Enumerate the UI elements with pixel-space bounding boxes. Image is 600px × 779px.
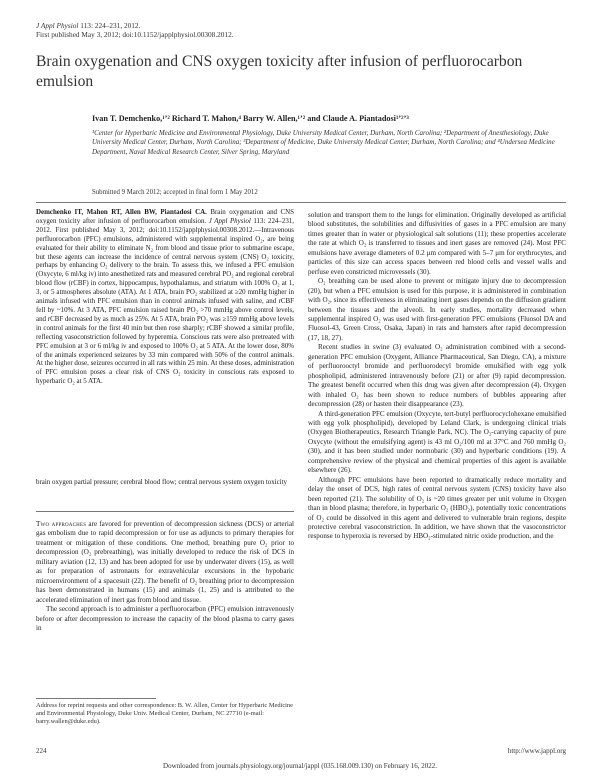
paragraph: solution and transport them to the lungs for elimination. Originally developed as artificial blood substitutes, the solubilities and diffusivities of gases in a PFC emulsion are many times greater than in water or physiological salt solutions (11); these properties accelerate the rate at which O₂ is transferred to tissues and inert gases are removed (24). Most PFC emulsions have average diameters of 0.2 μm compared with 5–7 μm for erythrocytes, and particles of this size can access spaces between red blood cells and vessel walls and perfuse even constricted microvessels (30). bbox=[308, 211, 566, 276]
footnote-divider bbox=[36, 698, 156, 699]
page-number: 224 bbox=[36, 747, 47, 755]
citation-journal: J Appl Physiol bbox=[208, 216, 251, 225]
body-column-right bbox=[308, 211, 566, 542]
volume-pages: 113: 224–231, 2012. bbox=[80, 21, 141, 30]
publication-info: First published May 3, 2012; doi:10.1152/japplphysiol.00308.2012. bbox=[36, 30, 234, 39]
journal-name: J Appl Physiol bbox=[36, 21, 79, 30]
journal-url[interactable]: http://www.jappl.org bbox=[507, 747, 566, 755]
abstract-divider bbox=[36, 511, 294, 512]
correspondence-footnote: Address for reprint requests and other correspondence: B. W. Allen, Center for Hyperbaric Medicine and Environmental Physiology, Duke Univ. Medical Center, Durham, NC 27710 (e-mail: barry.wallen@duke.edu). bbox=[36, 702, 293, 726]
paragraph bbox=[36, 605, 294, 633]
citation-authors: Demchenko IT, Mahon RT, Allen BW, Piantadosi CA. bbox=[36, 208, 207, 216]
article-title: Brain oxygenation and CNS oxygen toxicity after infusion of perfluorocarbon emulsion bbox=[36, 53, 523, 90]
paragraph: A third-generation PFC emulsion (Oxycyte, tert-butyl perfluorocyclohexane emulsified with egg yolk phospholipid), developed by Leland Clark, is undergoing clinical trials (Oxygen Biotherapeutics, Research Triangle Park, NC). The O₂-carrying capacity of pure Oxycyte (without the emulsifying agent) is 43 ml O₂/100 ml at 37°C and 760 mmHg O₂ (30), and it has been studied under normobaric (30) and hyperbaric conditions (19). A comprehensive review of the physical and chemical properties of this agent is available elsewhere (26). bbox=[308, 409, 566, 475]
citation-details: 113: 224–231, 2012. First published May 3, 2012; doi:10.1152/japplphysiol.00308.2012.— bbox=[36, 216, 295, 234]
download-notice: Downloaded from journals.physiology.org/journal/jappl (035.168.009.130) on February 16, 2022. bbox=[163, 762, 437, 770]
lead-in: Two approaches bbox=[36, 520, 87, 528]
paragraph: Although PFC emulsions have been reported to dramatically reduce mortality and delay the onset of DCS, high rates of central nervous system (CNS) toxicity have also been reported (21). The solubility of O₂ is ~20 times greater per unit volume in Oxygen than in blood plasma; therefore, in hyperbaric O₂ (HBO₂), potentially toxic concentrations of O₂ could be dissolved in this agent and delivered to vulnerable brain regions, despite protective cerebral vasoconstriction. In addition, we have shown that the vasoconstrictor response to hyperoxia is reversed by HBO₂-stimulated nitric oxide production, and the bbox=[308, 475, 566, 541]
paragraph bbox=[36, 520, 294, 605]
paragraph-text: are favored for prevention of decompression sickness (DCS) or arterial gas embolism due to rapid decompression or for use as adjuncts to primary therapies for treatment or mitigation of these conditions. One method, breathing pure O₂ prior to decompression (O₂ prebreathing), was initially developed to reduce the risk of DCS in military aviation (12, 13) and has been adopted for use by underwater divers (15), as well as for preparation of astronauts for extravehicular excursions in the hypobaric microenvironment of a spacesuit (22). The benefit of O₂ breathing prior to decompression has been demonstrated in humans (15) and animals (1, 25) and is attributed to the accelerated elimination of inert gas from blood and tissue. bbox=[36, 520, 294, 604]
paragraph: Recent studies in swine (3) evaluated O₂ administration combined with a second-generation PFC emulsion (Oxygent, Alliance Pharmaceutical, San Diego, CA), a mixture of perfluorooctyl bromide and perfluorodecyl bromide emulsified with egg yolk phospholipid, administered intravenously before (21) or after (9) rapid decompression. The greatest benefit occurred when this drug was given after decompression (4). Oxygen with inhaled O₂ has been shown to reduce numbers of bubbles appearing after decompression (28) or hasten their disappearance (23). bbox=[308, 343, 566, 409]
submission-dates: Submitted 9 March 2012; accepted in final form 1 May 2012 bbox=[92, 189, 258, 196]
paragraph-text: The second approach is to administer a perfluorocarbon (PFC) emulsion intravenously before or after decompression to increase the capacity of the blood plasma to carry gases in bbox=[36, 605, 294, 632]
abstract-text: Intravenous perfluorocarbon (PFC) emulsions, administered with supplemental inspired O₂, are being evaluated for their ability to eliminate N₂ from blood and tissue prior to submarine escape, but these agents can increase the incidence of central nervous system (CNS) O₂ toxicity, perhaps by enhancing O₂ delivery to the brain. To assess this, we infused a PFC emulsion (Oxycyte, 6 ml/kg iv) into anesthetized rats and measured cerebral PO₂ and regional cerebral blood flow (rCBF) in cortex, hippocampus, hypothalamus, and striatum with 100% O₂ at 1, 3, or 5 atmospheres absolute (ATA). At 1 ATA, brain PO₂ stabilized at ≥20 mmHg higher in animals infused with PFC emulsion than in control animals infused with saline, and rCBF fell by ~10%. At 3 ATA, PFC emulsion raised brain PO₂ >70 mmHg above control levels, and rCBF decreased by as much as 25%. At 5 ATA, brain PO₂ was ≥159 mmHg above levels in control animals for the first 40 min but then rose sharply; rCBF showed a similar profile, reflecting vasoconstriction followed by hyperemia. Conscious rats were also pretreated with PFC emulsion at 3 or 6 ml/kg iv and exposed to 100% O₂ at 5 ATA. At the lower dose, 80% of the animals experienced seizures by 33 min compared with 50% of the control animals. At the higher dose, seizures occurred in all rats within 25 min. At these doses, administration of PFC emulsion poses a clear risk of CNS O₂ toxicity in conscious rats exposed to hyperbaric O₂ at 5 ATA. bbox=[36, 225, 294, 386]
body-column-left bbox=[36, 520, 294, 633]
header-divider bbox=[36, 202, 566, 203]
keywords: brain oxygen partial pressure; cerebral blood flow; central nervous system oxygen toxicity bbox=[36, 478, 288, 486]
journal-header bbox=[36, 21, 234, 39]
affiliations: ¹Center for Hyperbaric Medicine and Environmental Physiology, Duke University Medical Center, Durham, North Carolina; ²Department of Anesthesiology, Duke University Medical Center, Durham, North Carolina; ³Department of Medicine, Duke University Medical Center, Durham, North Carolina; and ⁴Undersea Medicine Department, Naval Medical Research Center, Silver Spring, Maryland bbox=[92, 129, 555, 156]
paragraph: O₂ breathing can be used alone to prevent or mitigate injury due to decompression (20), but when a PFC emulsion is used for this purpose, it is administered in combination with O₂, since its effectiveness in eliminating inert gases depends on the diffusion gradient between the tissues and the alveoli. In early studies, mortality decreased when supplemental inspired O₂ was used with first-generation PFC emulsions (Fluosol DA and Fluosol-43, Green Cross, Osaka, Japan) in rats and hamsters after rapid decompression (17, 18, 27). bbox=[308, 277, 566, 342]
abstract bbox=[36, 208, 294, 386]
author-list: Ivan T. Demchenko,¹ʼ² Richard T. Mahon,⁴ Barry W. Allen,¹ʼ² and Claude A. Piantadosi¹ʼ²ʼ³ bbox=[92, 114, 409, 123]
citation-title: Brain oxygenation and CNS oxygen toxicity after infusion of perfluorocarbon emulsion. bbox=[36, 208, 294, 225]
